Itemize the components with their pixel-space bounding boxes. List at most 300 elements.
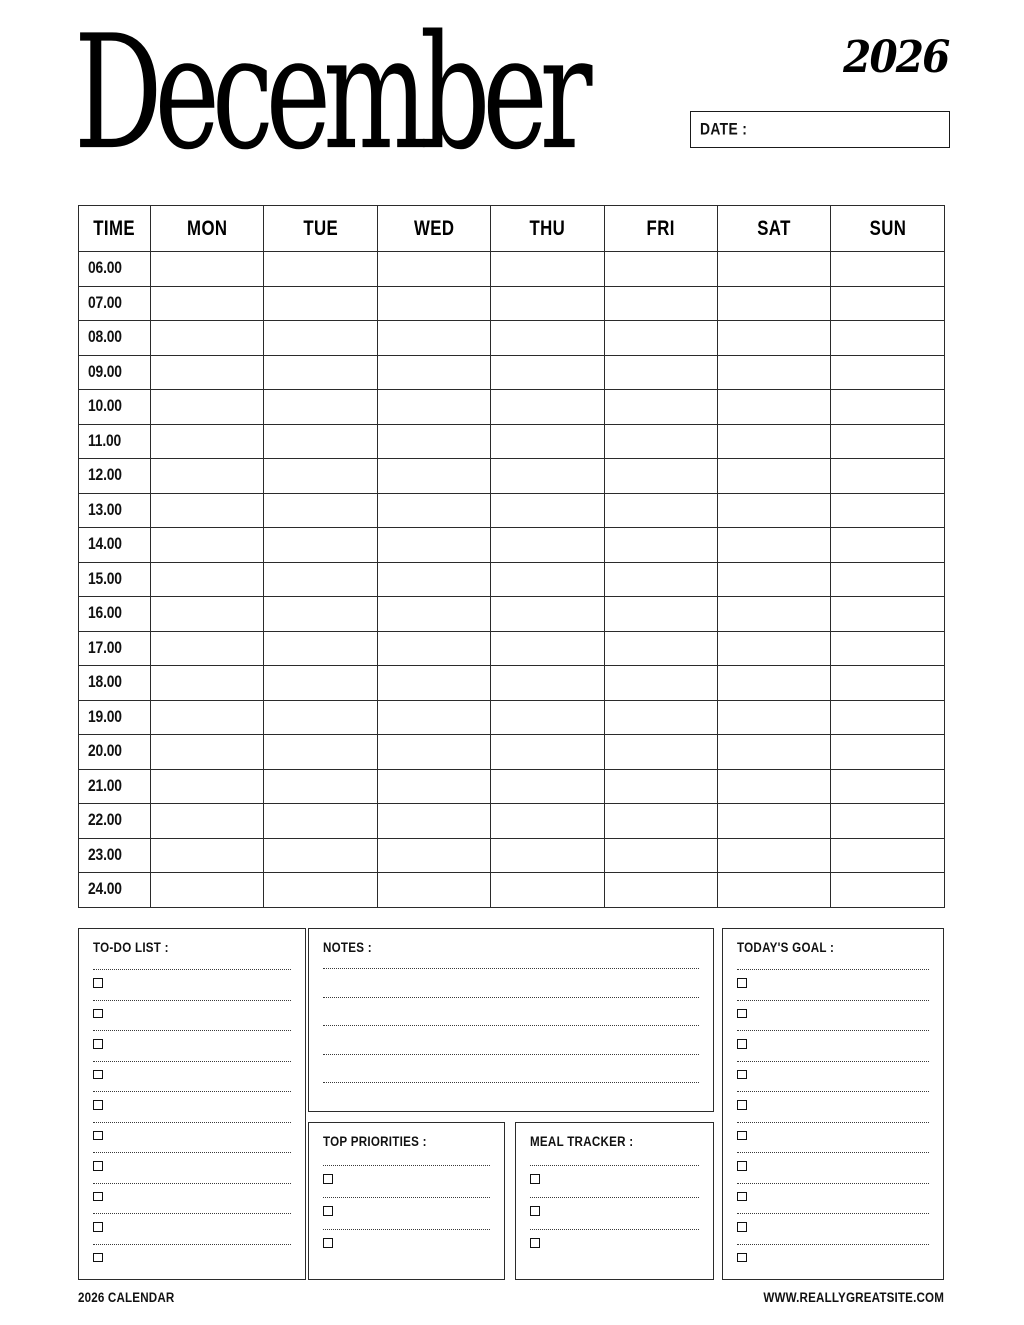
- month-title: December: [74, 1, 585, 185]
- schedule-row: [79, 769, 945, 804]
- schedule-slot[interactable]: [717, 286, 830, 321]
- schedule-row: [79, 286, 945, 321]
- schedule-row: [79, 838, 945, 873]
- schedule-column-header-fri: [604, 206, 717, 252]
- schedule-slot[interactable]: [264, 321, 377, 356]
- time-label: 21.00: [79, 769, 151, 804]
- schedule-slot[interactable]: [604, 631, 717, 666]
- time-label: 24.00: [79, 873, 151, 908]
- checkbox-icon[interactable]: [323, 1174, 333, 1184]
- date-label: DATE :: [700, 120, 748, 138]
- meal-tracker-title: MEAL TRACKER :: [530, 1134, 634, 1149]
- checkbox-icon[interactable]: [323, 1206, 333, 1216]
- time-label: 07.00: [79, 286, 151, 321]
- dotted-rule: [93, 1152, 291, 1153]
- schedule-slot[interactable]: [604, 700, 717, 735]
- schedule-slot[interactable]: [831, 286, 944, 321]
- time-label: 17.00: [79, 631, 151, 666]
- checkbox-icon[interactable]: [737, 1100, 747, 1110]
- schedule-slot[interactable]: [151, 666, 264, 701]
- schedule-slot[interactable]: [264, 597, 377, 632]
- schedule-slot[interactable]: [831, 252, 944, 287]
- checkbox-icon[interactable]: [93, 978, 103, 988]
- checkbox-icon[interactable]: [737, 1222, 747, 1232]
- schedule-row: [79, 700, 945, 735]
- schedule-slot[interactable]: [377, 424, 490, 459]
- checklist-item[interactable]: [323, 1165, 490, 1197]
- schedule-slot[interactable]: [151, 700, 264, 735]
- schedule-row: [79, 355, 945, 390]
- weekly-schedule-table: [78, 205, 945, 908]
- dotted-rule: [737, 1000, 929, 1001]
- checklist-item[interactable]: [737, 969, 929, 1000]
- schedule-column-header-time: [79, 206, 151, 252]
- schedule-slot[interactable]: [717, 424, 830, 459]
- dotted-rule: [323, 1025, 699, 1026]
- todays-goal-panel: [722, 928, 944, 1280]
- page-footer: [78, 1290, 944, 1314]
- schedule-slot[interactable]: [491, 459, 604, 494]
- schedule-row: [79, 873, 945, 908]
- schedule-slot[interactable]: [831, 769, 944, 804]
- schedule-slot[interactable]: [491, 873, 604, 908]
- schedule-slot[interactable]: [491, 838, 604, 873]
- schedule-column-header-label: WED: [413, 216, 455, 240]
- dotted-rule: [737, 1152, 929, 1153]
- checkbox-icon[interactable]: [737, 1009, 747, 1019]
- notes-title: NOTES :: [323, 940, 372, 955]
- schedule-slot[interactable]: [831, 631, 944, 666]
- todo-list-panel: [78, 928, 306, 1280]
- schedule-row: [79, 528, 945, 563]
- schedule-slot[interactable]: [831, 459, 944, 494]
- schedule-slot[interactable]: [491, 252, 604, 287]
- dotted-rule: [93, 1183, 291, 1184]
- schedule-slot[interactable]: [604, 286, 717, 321]
- dotted-rule: [737, 1091, 929, 1092]
- schedule-slot[interactable]: [377, 493, 490, 528]
- schedule-slot[interactable]: [831, 390, 944, 425]
- note-line[interactable]: [323, 1082, 699, 1111]
- date-field[interactable]: [690, 111, 950, 148]
- checkbox-icon[interactable]: [93, 1161, 103, 1171]
- schedule-slot[interactable]: [377, 459, 490, 494]
- schedule-slot[interactable]: [831, 838, 944, 873]
- schedule-slot[interactable]: [264, 631, 377, 666]
- schedule-row: [79, 493, 945, 528]
- schedule-column-header-label: SUN: [869, 216, 906, 240]
- schedule-slot[interactable]: [264, 459, 377, 494]
- schedule-column-header-sun: [831, 206, 944, 252]
- schedule-slot[interactable]: [604, 769, 717, 804]
- schedule-slot[interactable]: [491, 769, 604, 804]
- dotted-rule: [93, 1213, 291, 1214]
- schedule-slot[interactable]: [264, 735, 377, 770]
- schedule-slot[interactable]: [377, 286, 490, 321]
- schedule-slot[interactable]: [717, 631, 830, 666]
- meal-tracker-panel: [515, 1122, 714, 1280]
- schedule-slot[interactable]: [264, 804, 377, 839]
- schedule-slot[interactable]: [151, 493, 264, 528]
- checklist-item[interactable]: [93, 1061, 291, 1092]
- schedule-slot[interactable]: [264, 252, 377, 287]
- note-line[interactable]: [323, 997, 699, 1026]
- schedule-slot[interactable]: [717, 562, 830, 597]
- schedule-slot[interactable]: [151, 424, 264, 459]
- schedule-slot[interactable]: [831, 493, 944, 528]
- checkbox-icon[interactable]: [530, 1238, 540, 1248]
- dotted-rule: [323, 1165, 490, 1166]
- schedule-column-header-tue: [264, 206, 377, 252]
- dotted-rule: [93, 969, 291, 970]
- footer-calendar-label: 2026 CALENDAR: [78, 1290, 175, 1305]
- schedule-slot[interactable]: [491, 355, 604, 390]
- note-line[interactable]: [323, 1025, 699, 1054]
- schedule-slot[interactable]: [491, 804, 604, 839]
- schedule-slot[interactable]: [377, 838, 490, 873]
- schedule-slot[interactable]: [151, 838, 264, 873]
- time-label: 10.00: [79, 390, 151, 425]
- checkbox-icon[interactable]: [530, 1174, 540, 1184]
- schedule-slot[interactable]: [604, 321, 717, 356]
- todo-list-lines: [93, 969, 291, 1274]
- dotted-rule: [323, 1229, 490, 1230]
- schedule-slot[interactable]: [717, 769, 830, 804]
- schedule-slot[interactable]: [491, 424, 604, 459]
- checklist-item[interactable]: [93, 1122, 291, 1153]
- checkbox-icon[interactable]: [737, 1070, 747, 1080]
- schedule-column-header-label: TUE: [303, 216, 338, 240]
- time-label: 13.00: [79, 493, 151, 528]
- schedule-slot[interactable]: [377, 597, 490, 632]
- schedule-row: [79, 459, 945, 494]
- schedule-slot[interactable]: [717, 804, 830, 839]
- schedule-slot[interactable]: [604, 666, 717, 701]
- dotted-rule: [93, 1030, 291, 1031]
- schedule-slot[interactable]: [377, 804, 490, 839]
- time-label: 15.00: [79, 562, 151, 597]
- schedule-row: [79, 321, 945, 356]
- checklist-item[interactable]: [93, 969, 291, 1000]
- schedule-slot[interactable]: [717, 459, 830, 494]
- schedule-slot[interactable]: [151, 528, 264, 563]
- schedule-slot[interactable]: [717, 735, 830, 770]
- schedule-row: [79, 666, 945, 701]
- dotted-rule: [737, 1061, 929, 1062]
- schedule-slot[interactable]: [717, 873, 830, 908]
- schedule-slot[interactable]: [151, 390, 264, 425]
- time-label: 11.00: [79, 424, 151, 459]
- schedule-row: [79, 252, 945, 287]
- schedule-slot[interactable]: [151, 355, 264, 390]
- schedule-slot[interactable]: [377, 390, 490, 425]
- checklist-item[interactable]: [323, 1229, 490, 1261]
- schedule-slot[interactable]: [264, 700, 377, 735]
- schedule-slot[interactable]: [264, 528, 377, 563]
- schedule-row: [79, 424, 945, 459]
- schedule-slot[interactable]: [491, 631, 604, 666]
- schedule-slot[interactable]: [717, 493, 830, 528]
- schedule-slot[interactable]: [491, 562, 604, 597]
- schedule-column-header-label: SAT: [757, 216, 791, 240]
- checklist-item[interactable]: [530, 1197, 699, 1229]
- schedule-column-header-wed: [377, 206, 490, 252]
- schedule-slot[interactable]: [151, 562, 264, 597]
- schedule-slot[interactable]: [717, 355, 830, 390]
- schedule-slot[interactable]: [264, 873, 377, 908]
- dotted-rule: [323, 1197, 490, 1198]
- dotted-rule: [737, 1122, 929, 1123]
- time-label: 19.00: [79, 700, 151, 735]
- schedule-slot[interactable]: [717, 838, 830, 873]
- dotted-rule: [737, 1183, 929, 1184]
- notes-lines: [323, 968, 699, 1111]
- schedule-slot[interactable]: [831, 804, 944, 839]
- schedule-slot[interactable]: [151, 321, 264, 356]
- schedule-slot[interactable]: [604, 562, 717, 597]
- checklist-item[interactable]: [93, 1213, 291, 1244]
- schedule-slot[interactable]: [831, 321, 944, 356]
- schedule-slot[interactable]: [604, 873, 717, 908]
- schedule-slot[interactable]: [151, 735, 264, 770]
- schedule-column-header-label: TIME: [93, 216, 136, 240]
- schedule-slot[interactable]: [151, 873, 264, 908]
- todays-goal-title: TODAY'S GOAL :: [737, 940, 835, 955]
- footer-website-url: WWW.REALLYGREATSITE.COM: [763, 1290, 944, 1305]
- meal-tracker-lines: [530, 1165, 699, 1261]
- checkbox-icon[interactable]: [93, 1039, 103, 1049]
- dotted-rule: [737, 1244, 929, 1245]
- todays-goal-lines: [737, 969, 929, 1274]
- checklist-item[interactable]: [737, 1213, 929, 1244]
- schedule-slot[interactable]: [491, 390, 604, 425]
- checkbox-icon[interactable]: [93, 1009, 103, 1019]
- schedule-slot[interactable]: [377, 735, 490, 770]
- schedule-row: [79, 390, 945, 425]
- top-priorities-panel: [308, 1122, 505, 1280]
- schedule-slot[interactable]: [377, 528, 490, 563]
- checklist-item[interactable]: [530, 1165, 699, 1197]
- schedule-slot[interactable]: [151, 631, 264, 666]
- checklist-item[interactable]: [737, 1030, 929, 1061]
- schedule-slot[interactable]: [831, 355, 944, 390]
- schedule-row: [79, 804, 945, 839]
- checklist-item[interactable]: [93, 1030, 291, 1061]
- schedule-slot[interactable]: [604, 528, 717, 563]
- checklist-item[interactable]: [93, 1244, 291, 1275]
- checkbox-icon[interactable]: [93, 1070, 103, 1080]
- schedule-slot[interactable]: [264, 286, 377, 321]
- schedule-slot[interactable]: [151, 252, 264, 287]
- schedule-slot[interactable]: [377, 700, 490, 735]
- checkbox-icon[interactable]: [737, 1039, 747, 1049]
- schedule-slot[interactable]: [377, 562, 490, 597]
- schedule-slot[interactable]: [604, 597, 717, 632]
- schedule-slot[interactable]: [717, 390, 830, 425]
- schedule-slot[interactable]: [264, 769, 377, 804]
- top-priorities-lines: [323, 1165, 490, 1261]
- schedule-slot[interactable]: [151, 286, 264, 321]
- checkbox-icon[interactable]: [93, 1100, 103, 1110]
- schedule-slot[interactable]: [604, 804, 717, 839]
- schedule-slot[interactable]: [831, 873, 944, 908]
- time-label: 18.00: [79, 666, 151, 701]
- checklist-item[interactable]: [737, 1183, 929, 1214]
- schedule-slot[interactable]: [717, 321, 830, 356]
- schedule-slot[interactable]: [377, 355, 490, 390]
- schedule-row: [79, 597, 945, 632]
- schedule-slot[interactable]: [264, 424, 377, 459]
- checklist-item[interactable]: [737, 1244, 929, 1275]
- schedule-slot[interactable]: [831, 597, 944, 632]
- checkbox-icon[interactable]: [93, 1222, 103, 1232]
- checklist-item[interactable]: [530, 1229, 699, 1261]
- schedule-slot[interactable]: [264, 390, 377, 425]
- time-label: 08.00: [79, 321, 151, 356]
- schedule-slot[interactable]: [604, 355, 717, 390]
- schedule-slot[interactable]: [717, 597, 830, 632]
- checklist-item[interactable]: [737, 1152, 929, 1183]
- schedule-slot[interactable]: [717, 528, 830, 563]
- schedule-slot[interactable]: [491, 286, 604, 321]
- schedule-slot[interactable]: [604, 838, 717, 873]
- checkbox-icon[interactable]: [737, 1192, 747, 1202]
- todo-list-title: TO-DO LIST :: [93, 940, 169, 955]
- dotted-rule: [737, 1030, 929, 1031]
- top-priorities-title: TOP PRIORITIES :: [323, 1134, 427, 1149]
- schedule-slot[interactable]: [604, 459, 717, 494]
- time-label: 23.00: [79, 838, 151, 873]
- dotted-rule: [323, 997, 699, 998]
- dotted-rule: [323, 1054, 699, 1055]
- checkbox-icon[interactable]: [737, 978, 747, 988]
- checkbox-icon[interactable]: [530, 1206, 540, 1216]
- schedule-slot[interactable]: [491, 700, 604, 735]
- checkbox-icon[interactable]: [737, 1161, 747, 1171]
- schedule-header-row: [79, 206, 945, 252]
- schedule-slot[interactable]: [491, 321, 604, 356]
- schedule-slot[interactable]: [604, 735, 717, 770]
- checkbox-icon[interactable]: [323, 1238, 333, 1248]
- schedule-slot[interactable]: [604, 424, 717, 459]
- checklist-item[interactable]: [737, 1061, 929, 1092]
- schedule-slot[interactable]: [831, 666, 944, 701]
- page-header: [0, 0, 1024, 190]
- checklist-item[interactable]: [737, 1000, 929, 1031]
- checklist-item[interactable]: [93, 1183, 291, 1214]
- schedule-slot[interactable]: [831, 735, 944, 770]
- note-line[interactable]: [323, 968, 699, 997]
- schedule-slot[interactable]: [717, 666, 830, 701]
- time-label: 09.00: [79, 355, 151, 390]
- schedule-slot[interactable]: [377, 873, 490, 908]
- schedule-slot[interactable]: [151, 459, 264, 494]
- schedule-slot[interactable]: [604, 390, 717, 425]
- schedule-slot[interactable]: [491, 493, 604, 528]
- note-line[interactable]: [323, 1054, 699, 1083]
- checklist-item[interactable]: [93, 1000, 291, 1031]
- dotted-rule: [737, 1213, 929, 1214]
- schedule-column-header-thu: [491, 206, 604, 252]
- schedule-column-header-label: FRI: [646, 216, 675, 240]
- schedule-slot[interactable]: [604, 493, 717, 528]
- checklist-item[interactable]: [737, 1122, 929, 1153]
- schedule-column-header-label: MON: [186, 216, 228, 240]
- dotted-rule: [737, 969, 929, 970]
- schedule-slot[interactable]: [604, 252, 717, 287]
- schedule-row: [79, 631, 945, 666]
- schedule-slot[interactable]: [717, 252, 830, 287]
- checkbox-icon[interactable]: [737, 1131, 747, 1141]
- notes-panel: [308, 928, 714, 1112]
- dotted-rule: [93, 1122, 291, 1123]
- dotted-rule: [323, 968, 699, 969]
- dotted-rule: [93, 1091, 291, 1092]
- schedule-slot[interactable]: [264, 838, 377, 873]
- schedule-slot[interactable]: [831, 562, 944, 597]
- bottom-section: [0, 928, 1024, 1280]
- schedule-slot[interactable]: [491, 528, 604, 563]
- schedule-slot[interactable]: [264, 493, 377, 528]
- schedule-body: [79, 252, 945, 908]
- checkbox-icon[interactable]: [93, 1253, 103, 1263]
- checklist-item[interactable]: [93, 1091, 291, 1122]
- schedule-slot[interactable]: [491, 597, 604, 632]
- schedule-column-header-mon: [151, 206, 264, 252]
- checkbox-icon[interactable]: [93, 1131, 103, 1141]
- schedule-slot[interactable]: [377, 666, 490, 701]
- schedule-slot[interactable]: [831, 424, 944, 459]
- schedule-slot[interactable]: [264, 666, 377, 701]
- schedule-slot[interactable]: [377, 631, 490, 666]
- schedule-slot[interactable]: [377, 252, 490, 287]
- time-label: 22.00: [79, 804, 151, 839]
- schedule-column-header-sat: [717, 206, 830, 252]
- dotted-rule: [530, 1229, 699, 1230]
- checklist-item[interactable]: [323, 1197, 490, 1229]
- schedule-slot[interactable]: [264, 355, 377, 390]
- schedule-slot[interactable]: [151, 769, 264, 804]
- time-label: 20.00: [79, 735, 151, 770]
- schedule-slot[interactable]: [377, 321, 490, 356]
- schedule-slot[interactable]: [264, 562, 377, 597]
- schedule-slot[interactable]: [151, 804, 264, 839]
- checklist-item[interactable]: [93, 1152, 291, 1183]
- schedule-slot[interactable]: [377, 769, 490, 804]
- time-label: 06.00: [79, 252, 151, 287]
- dotted-rule: [530, 1197, 699, 1198]
- schedule-slot[interactable]: [491, 735, 604, 770]
- dotted-rule: [323, 1082, 699, 1083]
- dotted-rule: [93, 1061, 291, 1062]
- schedule-slot[interactable]: [831, 528, 944, 563]
- dotted-rule: [93, 1000, 291, 1001]
- checklist-item[interactable]: [737, 1091, 929, 1122]
- time-label: 16.00: [79, 597, 151, 632]
- dotted-rule: [530, 1165, 699, 1166]
- schedule-slot[interactable]: [717, 700, 830, 735]
- year-title: 2026: [842, 32, 948, 83]
- schedule-slot[interactable]: [491, 666, 604, 701]
- dotted-rule: [93, 1244, 291, 1245]
- schedule-slot[interactable]: [151, 597, 264, 632]
- checkbox-icon[interactable]: [93, 1192, 103, 1202]
- schedule-column-header-label: THU: [529, 216, 566, 240]
- schedule-row: [79, 562, 945, 597]
- checkbox-icon[interactable]: [737, 1253, 747, 1263]
- schedule-slot[interactable]: [831, 700, 944, 735]
- schedule-row: [79, 735, 945, 770]
